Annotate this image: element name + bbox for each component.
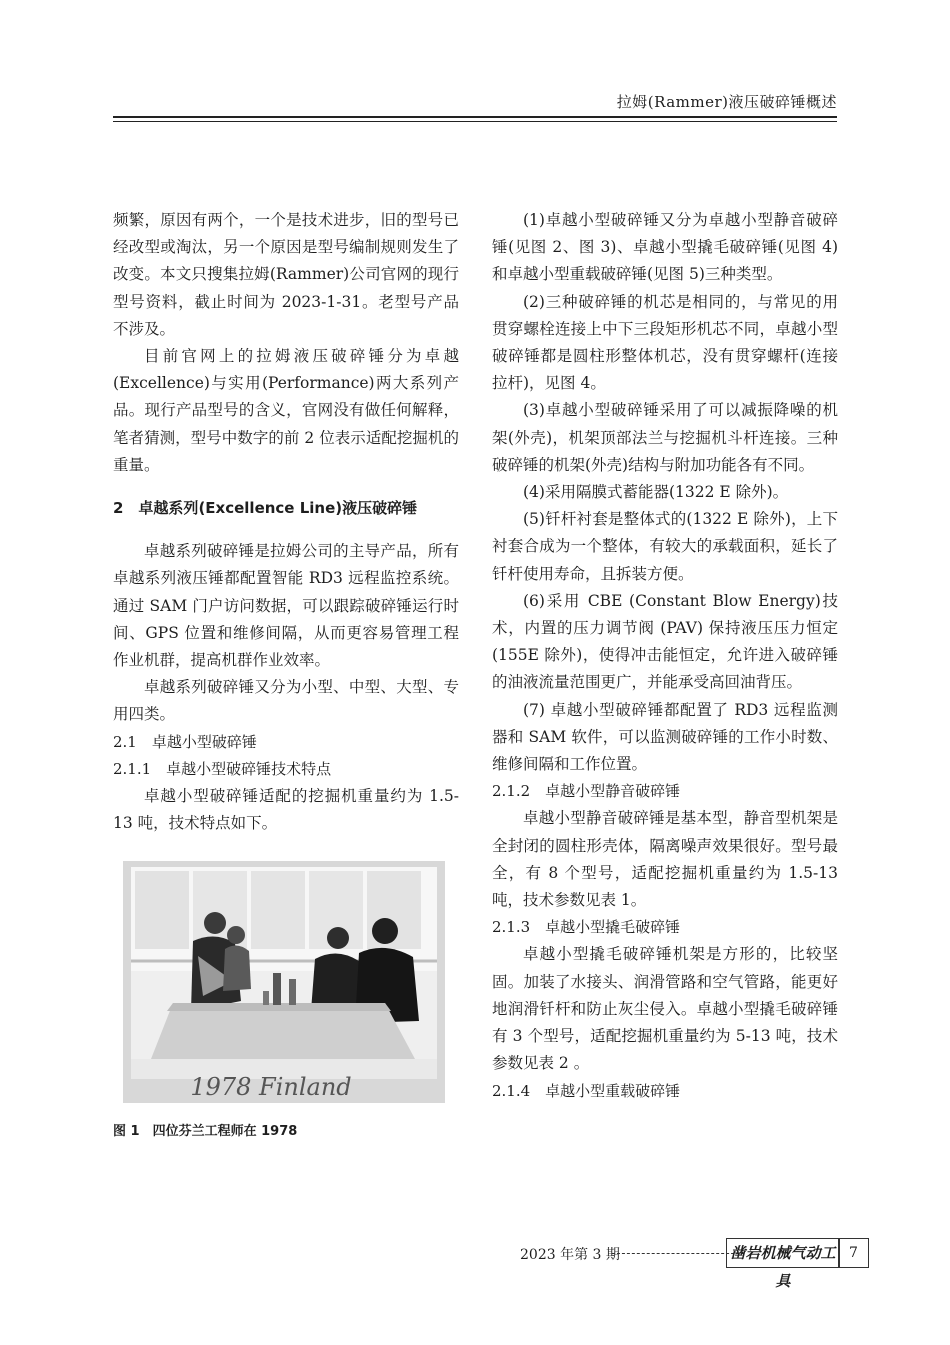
photo-caption: 1978 Finland [190,1073,352,1102]
paragraph: (1)卓越小型破碎锤又分为卓越小型静音破碎锤(见图 2、图 3)、卓越小型撬毛破碎锤(见图 4)和卓越小型重载破碎锤(见图 5)三种类型。 [492,211,838,284]
subsubsection-heading: 2.1.1 卓越小型破碎锤技术特点 [113,759,332,778]
section-heading: 2 卓越系列(Excellence Line)液压破碎锤 [113,499,418,518]
paragraph: (4)采用隔膜式蓄能器(1322 E 除外)。 [523,483,789,502]
figure-caption: 图 1 四位芬兰工程师在 1978 [113,1124,298,1140]
right-column [492,207,838,1105]
subsubsection-heading: 2.1.4 卓越小型重载破碎锤 [492,1081,681,1100]
paragraph: 卓越系列破碎锤又分为小型、中型、大型、专用四类。 [113,678,459,724]
paragraph: 卓越系列破碎锤是拉姆公司的主导产品，所有卓越系列液压锤都配置智能 RD3 远程监控系统。通过 SAM 门户访问数据，可以跟踪破碎锤运行时间、GPS 位置和维修间隔，从而更容易管理工程作业机群，提高机群作业效率。 [113,542,459,670]
subsubsection-heading: 2.1.3 卓越小型撬毛破碎锤 [492,918,681,937]
page-footer [520,1238,868,1290]
paragraph: 卓越小型撬毛破碎锤机架是方形的，比较坚固。加装了水接头、润滑管路和空气管路，能更好地润滑钎杆和防止灰尘侵入。卓越小型撬毛破碎锤有 3 个型号，适配挖掘机重量约为 5-13 吨，技术参数见表 2 。 [492,945,838,1073]
journal-logo: 凿岩机械气动工具 [726,1238,840,1268]
photo-engineers [123,861,445,1103]
page-number: 7 [838,1238,869,1268]
header-rule-thin [113,121,837,122]
subsubsection-heading: 2.1.2 卓越小型静音破碎锤 [492,782,681,801]
footer-dash-line [612,1253,744,1254]
paragraph: (2)三种破碎锤的机芯是相同的，与常见的用贯穿螺栓连接上中下三段矩形机芯不同，卓越小型破碎锤都是圆柱形整体机芯，没有贯穿螺杆(连接拉杆)，见图 4。 [492,292,838,393]
paragraph: (6)采用 CBE (Constant Blow Energy)技术，内置的压力调节阀 (PAV) 保持液压压力恒定(155E 除外)，使得冲击能恒定，允许进入破碎锤的油液流量范围更广，并能承受高回油背压。 [492,591,838,692]
paragraph: (7) 卓越小型破碎锤都配置了 RD3 远程监测器和 SAM 软件，可以监测破碎锤的工作小时数、维修间隔和工作位置。 [492,700,838,774]
footer-issue: 2023 年第 3 期 [520,1247,620,1263]
paragraph: 卓越小型静音破碎锤是基本型，静音型机架是全封闭的圆柱形壳体，隔离噪声效果很好。型号最全，有 8 个型号，适配挖掘机重量约为 1.5-13 吨，技术参数见表 1。 [492,809,838,910]
paragraph: (5)钎杆衬套是整体式的(1322 E 除外)，上下衬套合成为一个整体，有较大的承载面积，延长了钎杆使用寿命，且拆装方便。 [492,510,838,583]
figure-1 [123,861,445,1103]
paragraph: 频繁，原因有两个，一个是技术进步，旧的型号已经改型或淘汰，另一个原因是型号编制规则发生了改变。本文只搜集拉姆(Rammer)公司官网的现行型号资料，截止时间为 2023-1-31。老型号产品不涉及。 [113,211,459,338]
paragraph: 卓越小型破碎锤适配的挖掘机重量约为 1.5-13 吨，技术特点如下。 [113,787,459,833]
left-column [113,207,459,1146]
header-rule [113,116,837,118]
paragraph: 目前官网上的拉姆液压破碎锤分为卓越(Excellence)与实用(Performance)两大系列产品。现行产品型号的含义，官网没有做任何解释，笔者猜测，型号中数字的前 2 位表示适配挖掘机的重量。 [113,347,459,474]
paragraph: (3)卓越小型破碎锤采用了可以减振降噪的机架(外壳)，机架顶部法兰与挖掘机斗杆连接。三种破碎锤的机架(外壳)结构与附加功能各有不同。 [492,401,838,474]
subsection-heading: 2.1 卓越小型破碎锤 [113,732,257,751]
running-header: 拉姆(Rammer)液压破碎锤概述 [616,93,837,111]
